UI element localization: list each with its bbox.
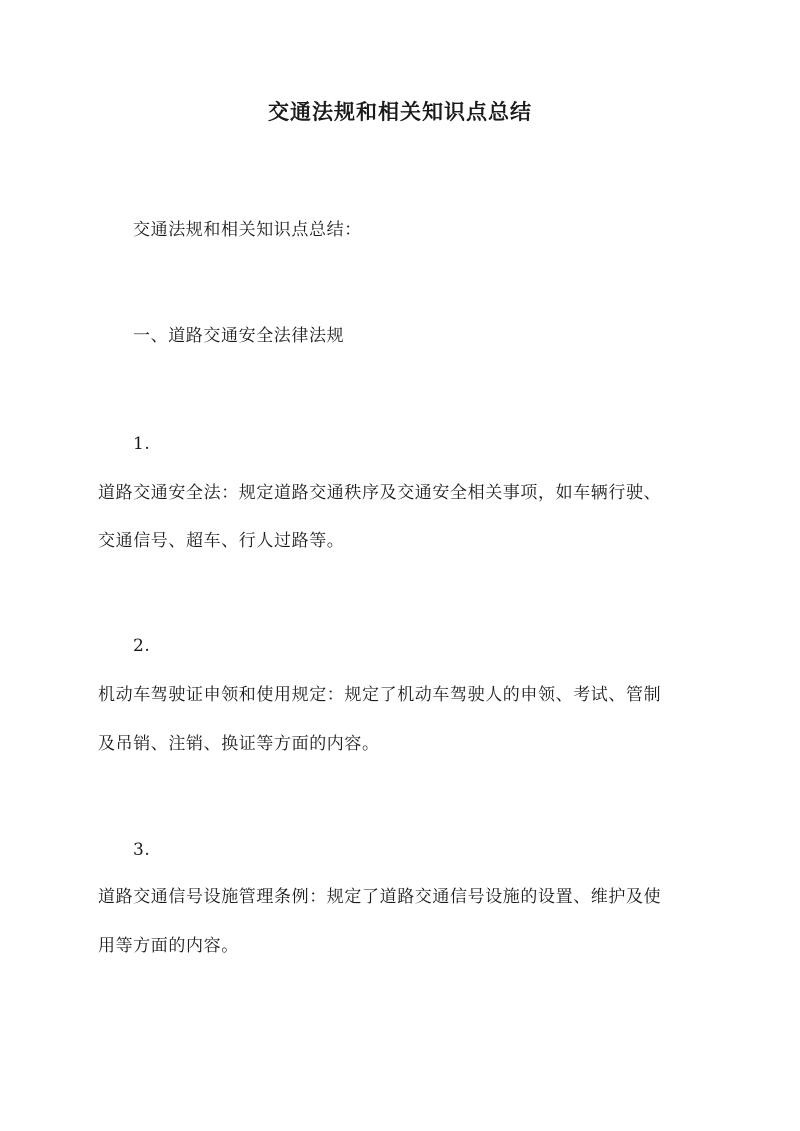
item-1-text-line-1: 道路交通安全法：规定道路交通秩序及交通安全相关事项，如车辆行驶、 bbox=[98, 483, 662, 503]
item-1-number: 1. bbox=[133, 434, 151, 454]
item-3-text-line-1: 道路交通信号设施管理条例：规定了道路交通信号设施的设置、维护及使 bbox=[98, 887, 662, 907]
intro-text: 交通法规和相关知识点总结： bbox=[133, 220, 362, 240]
item-2-text-line-1: 机动车驾驶证申领和使用规定：规定了机动车驾驶人的申领、考试、管制 bbox=[98, 685, 662, 705]
item-2-text-line-2: 及吊销、注销、换证等方面的内容。 bbox=[98, 734, 380, 754]
item-3-text-line-2: 用等方面的内容。 bbox=[98, 936, 239, 956]
section-heading: 一、道路交通安全法律法规 bbox=[133, 326, 345, 346]
item-3-number: 3. bbox=[133, 840, 151, 860]
item-1-text-line-2: 交通信号、超车、行人过路等。 bbox=[98, 531, 345, 551]
item-2-number: 2. bbox=[133, 636, 151, 656]
document-title: 交通法规和相关知识点总结 bbox=[268, 99, 532, 124]
